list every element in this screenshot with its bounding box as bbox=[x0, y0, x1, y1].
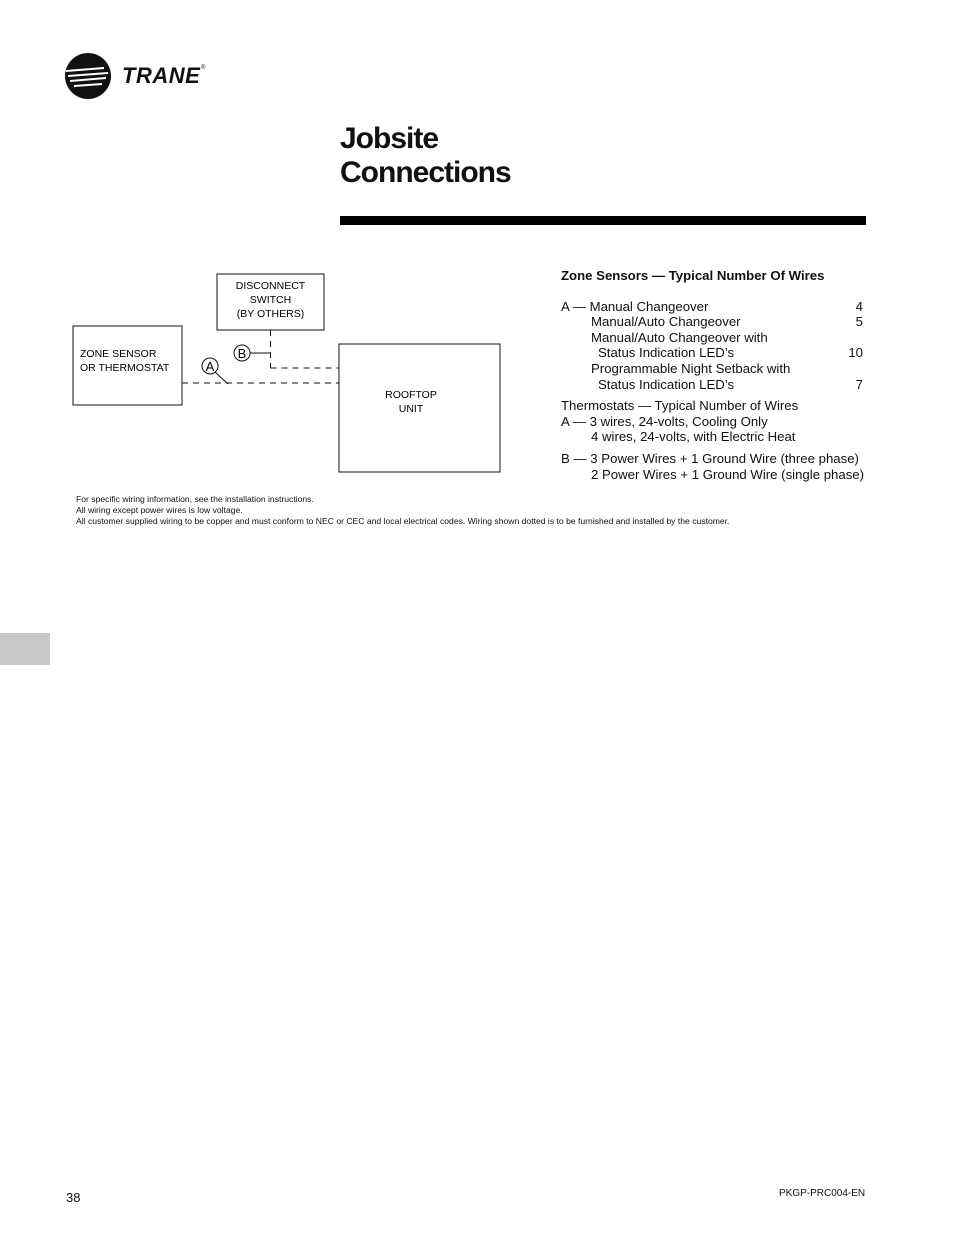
page-number: 38 bbox=[66, 1190, 81, 1205]
zone-sensor-row-count: 4 bbox=[855, 298, 863, 314]
rooftop-text-2: UNIT bbox=[398, 403, 424, 415]
zone-sensor-row bbox=[561, 330, 881, 346]
note-line: All wiring except power wires is low voltage. bbox=[76, 505, 243, 515]
title-line-1: Jobsite bbox=[340, 122, 439, 155]
zone-sensor-row-text: A — Manual Changeover bbox=[561, 298, 709, 314]
zone-sensor-row-text: Programmable Night Setback with bbox=[591, 360, 791, 376]
zone-sensor-text-1: ZONE SENSOR bbox=[80, 348, 157, 360]
zone-sensor-row bbox=[561, 361, 881, 377]
zone-sensors-heading: Zone Sensors — Typical Number Of Wires bbox=[561, 268, 825, 283]
section-tab bbox=[0, 633, 50, 665]
zone-sensor-row-count: 7 bbox=[855, 376, 863, 392]
zone-sensor-row bbox=[561, 314, 881, 330]
disconnect-text-2: SWITCH bbox=[249, 294, 292, 306]
power-wire-row: 2 Power Wires + 1 Ground Wire (single phase) bbox=[591, 466, 865, 482]
zone-sensor-text-2: OR THERMOSTAT bbox=[80, 362, 170, 374]
zone-sensor-row bbox=[561, 299, 881, 315]
callout-a-leader bbox=[215, 372, 228, 384]
note-line: All customer supplied wiring to be copper and must conform to NEC or CEC and local electrical codes. Wiring shown dotted is to be furnished and installed by the customer. bbox=[76, 516, 730, 526]
trane-logo bbox=[64, 52, 214, 102]
wiring-info-panel bbox=[561, 268, 881, 482]
wiring-diagram bbox=[60, 268, 520, 483]
registered-mark: ® bbox=[201, 65, 206, 71]
wiring-notes bbox=[76, 494, 729, 527]
callout-a-label: A bbox=[205, 359, 215, 374]
zone-sensor-row-count: 10 bbox=[848, 345, 863, 361]
zone-sensor-row-text: Status Indication LED’s bbox=[598, 376, 735, 392]
power-wire-row: B — 3 Power Wires + 1 Ground Wire (three phase) bbox=[561, 450, 859, 466]
thermostat-row: A — 3 wires, 24-volts, Cooling Only bbox=[561, 413, 768, 429]
trane-logo-icon bbox=[64, 52, 112, 100]
zone-sensor-row-text: Manual/Auto Changeover bbox=[591, 314, 741, 330]
zone-sensor-row bbox=[561, 345, 881, 361]
rooftop-text-1: ROOFTOP bbox=[385, 389, 437, 401]
zone-sensor-row-count: 5 bbox=[855, 314, 863, 330]
zone-sensor-row-text: Status Indication LED’s bbox=[598, 345, 735, 361]
document-id: PKGP-PRC004-EN bbox=[779, 1188, 866, 1199]
callout-b-label: B bbox=[237, 346, 247, 361]
title-line-2: Connections bbox=[340, 156, 511, 189]
brand-name: TRANE bbox=[122, 63, 201, 88]
thermostats-heading: Thermostats — Typical Number of Wires bbox=[561, 398, 799, 414]
note-line: For specific wiring information, see the installation instructions. bbox=[76, 494, 314, 504]
page-title bbox=[340, 122, 511, 190]
thermostat-row: 4 wires, 24-volts, with Electric Heat bbox=[591, 429, 796, 445]
disconnect-text-3: (BY OTHERS) bbox=[236, 308, 305, 320]
zone-sensor-row bbox=[561, 377, 881, 393]
title-rule bbox=[340, 216, 866, 225]
zone-sensor-row-text: Manual/Auto Changeover with bbox=[591, 329, 768, 345]
disconnect-text-1: DISCONNECT bbox=[235, 280, 306, 292]
